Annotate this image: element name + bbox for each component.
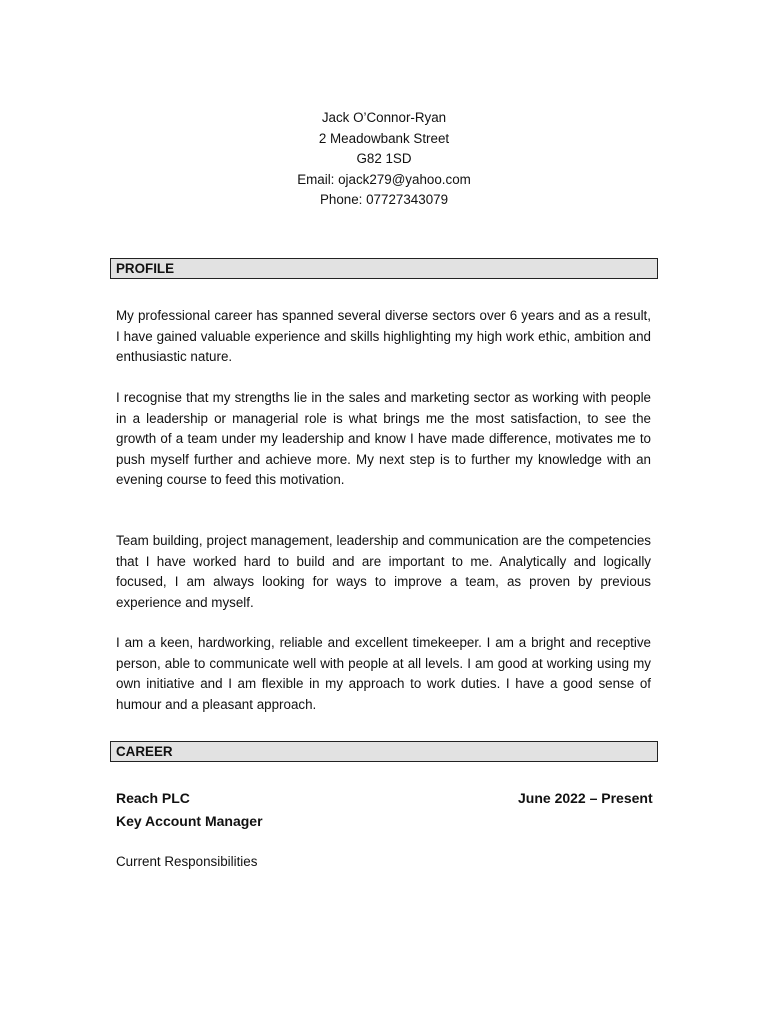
contact-name: Jack O’Connor-Ryan bbox=[321, 110, 447, 125]
contact-phone: Phone: 07727343079 bbox=[319, 192, 449, 207]
job-dates: June 2022 – Present bbox=[518, 790, 653, 806]
profile-paragraph: My professional career has spanned several diverse sectors over 6 years and as a result, I have gained valuable experience and skills highlighting my high work ethic, ambition and enthusiastic nature. bbox=[116, 308, 651, 364]
contact-email: Email: ojack279@yahoo.com bbox=[297, 171, 471, 187]
job-responsibilities-label: Current Responsibilities bbox=[116, 854, 258, 869]
profile-heading: PROFILE bbox=[116, 261, 175, 276]
profile-paragraph: I am a keen, hardworking, reliable and excellent timekeeper. I am a bright and receptive person, able to communicate well with people at all levels. I am good at working using my own initiative and I am flexible in my approach to work duties. I have a good sense of humour and a pleasant approach. bbox=[116, 635, 651, 712]
contact-address: 2 Meadowbank Street bbox=[318, 130, 450, 146]
contact-block bbox=[0, 108, 768, 211]
profile-paragraph: I recognise that my strengths lie in the sales and marketing sector as working with people in a leadership or managerial role is what brings me the most satisfaction, to see the growth of a team under my leadership and know I have made difference, motivates me to push myself further and achieve more. My next step is to further my knowledge with an evening course to feed this motivation. bbox=[116, 390, 651, 487]
career-heading-bar bbox=[110, 741, 658, 762]
job-company: Reach PLC bbox=[116, 790, 190, 806]
profile-heading-bar bbox=[110, 258, 658, 279]
contact-postcode: G82 1SD bbox=[356, 151, 412, 166]
profile-paragraph: Team building, project management, leadership and communication are the competencies that I have worked hard to build and are important to me. Analytically and logically focused, I am always looking for ways to improve a team, as proven by previous experience and myself. bbox=[116, 533, 651, 610]
job-title: Key Account Manager bbox=[116, 813, 263, 829]
career-heading: CAREER bbox=[116, 744, 173, 759]
